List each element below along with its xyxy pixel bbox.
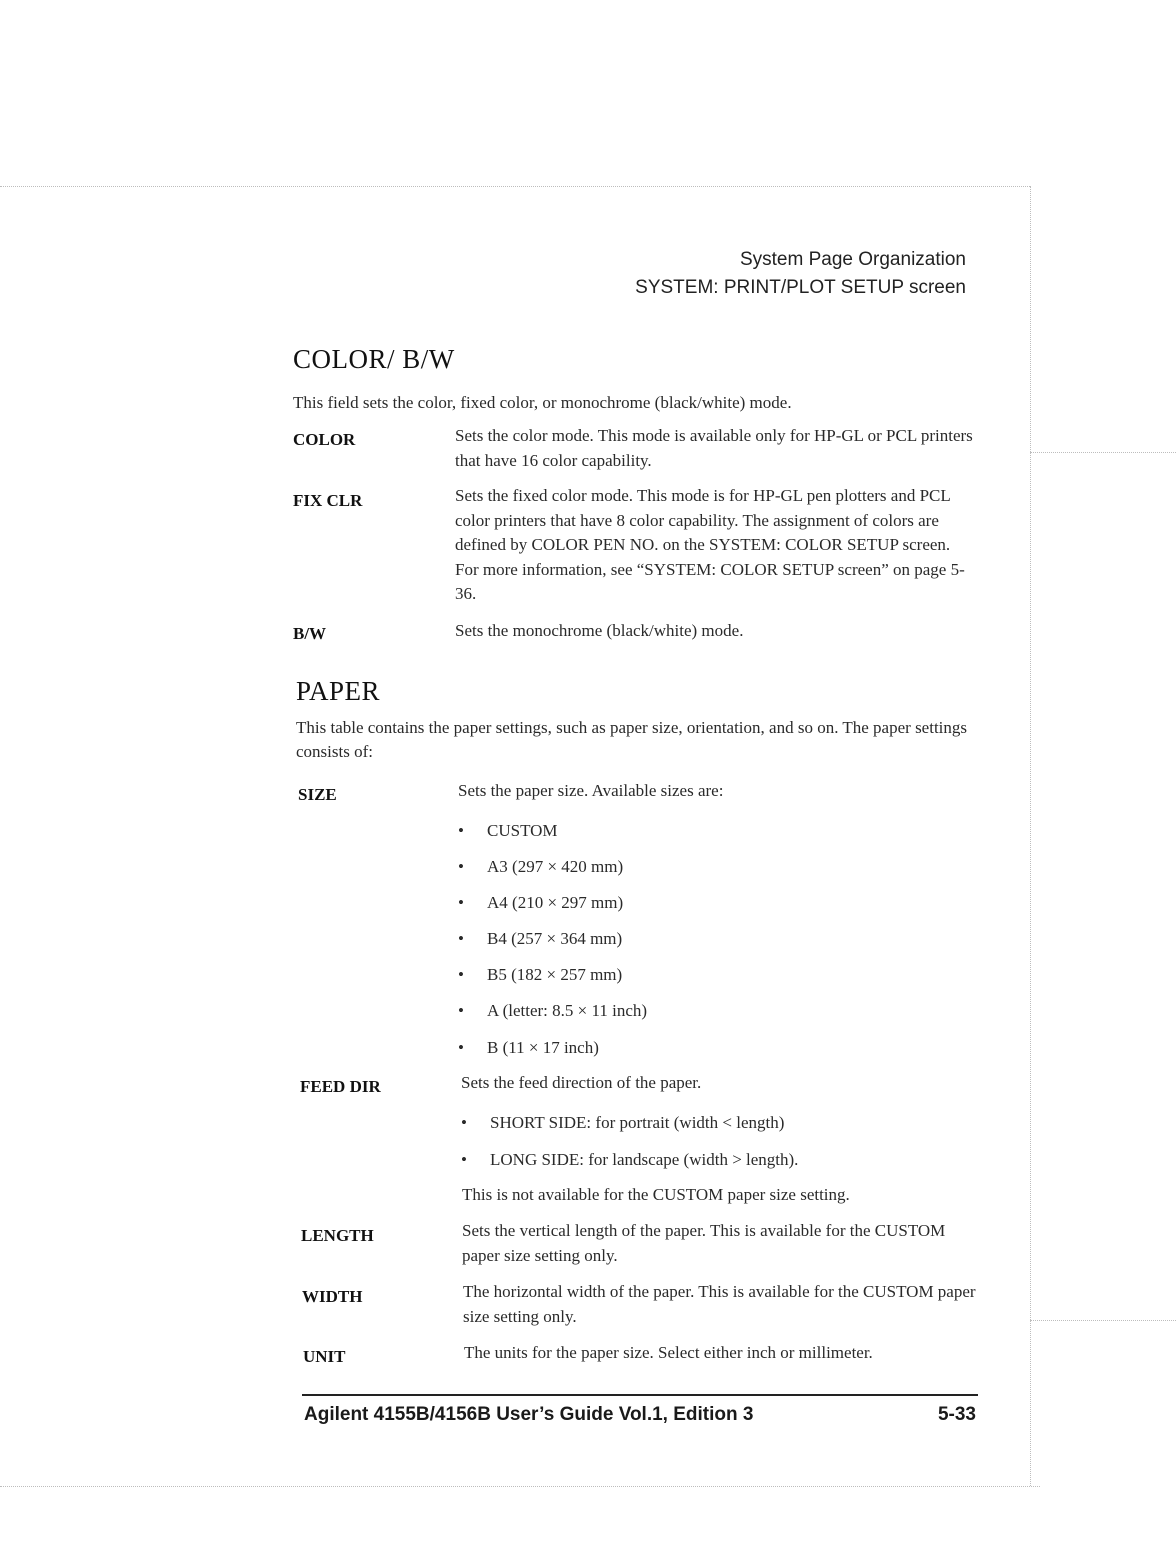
scan-border-bottom xyxy=(0,1486,1040,1487)
feed-dir-note: This is not available for the CUSTOM paper size setting. xyxy=(462,1185,850,1204)
running-head xyxy=(635,246,966,302)
desc-width: The horizontal width of the paper. This is available for the CUSTOM paper size setting only. xyxy=(463,1282,976,1326)
section-intro: This field sets the color, fixed color, or monochrome (black/white) mode. xyxy=(293,393,792,412)
section-intro: This table contains the paper settings, such as paper size, orientation, and so on. The paper settings consists of: xyxy=(296,718,968,761)
desc-fix-clr: Sets the fixed color mode. This mode is for HP-GL pen plotters and PCL color printers that have 8 color capability. The assignment of colors are defined by COLOR PEN NO. on the SYSTEM: COLOR SETUP screen. For more information, see “SYSTEM: COLOR SETUP screen” on page 5-36. xyxy=(455,486,965,603)
section-heading-paper: PAPER xyxy=(296,676,381,706)
scan-margin-mark xyxy=(1030,452,1176,453)
term-width: WIDTH xyxy=(302,1287,363,1306)
running-head-section: System Page Organization xyxy=(739,249,966,270)
term-fix-clr: FIX CLR xyxy=(293,491,363,510)
footer-rule xyxy=(302,1394,978,1396)
desc-unit: The units for the paper size. Select either inch or millimeter. xyxy=(464,1343,873,1362)
running-head-screen: SYSTEM: PRINT/PLOT SETUP screen xyxy=(635,277,966,298)
scan-margin-mark xyxy=(1030,1320,1176,1321)
desc-size: Sets the paper size. Available sizes are: xyxy=(458,781,724,800)
term-size: SIZE xyxy=(298,785,337,804)
page-number: 5-33 xyxy=(937,1404,976,1425)
desc-color: Sets the color mode. This mode is available only for HP-GL or PCL printers that have 16 color capability. xyxy=(455,426,973,470)
desc-feed-dir: Sets the feed direction of the paper. xyxy=(461,1073,702,1092)
desc-length: Sets the vertical length of the paper. This is available for the CUSTOM paper size setting only. xyxy=(462,1221,946,1265)
term-color: COLOR xyxy=(293,430,356,449)
footer-title: Agilent 4155B/4156B User’s Guide Vol.1, Edition 3 xyxy=(304,1404,754,1425)
term-unit: UNIT xyxy=(303,1347,346,1366)
term-feed-dir: FEED DIR xyxy=(300,1077,381,1096)
scan-border-right xyxy=(1030,186,1031,1486)
scan-border-top xyxy=(0,186,1030,187)
term-bw: B/W xyxy=(293,624,327,643)
term-length: LENGTH xyxy=(301,1226,374,1245)
section-heading-color-bw: COLOR/ B/W xyxy=(293,344,455,374)
desc-bw: Sets the monochrome (black/white) mode. xyxy=(455,621,744,640)
